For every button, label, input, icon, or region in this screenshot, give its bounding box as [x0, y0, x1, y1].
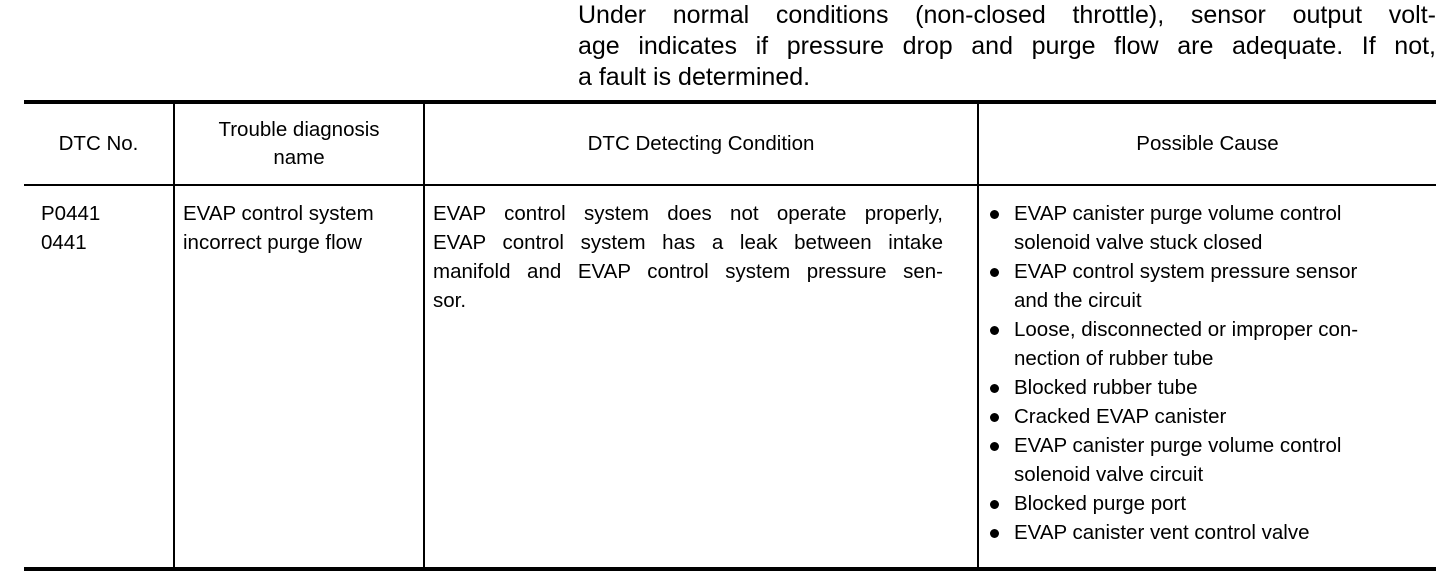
header-possible-cause: Possible Cause [978, 102, 1436, 185]
condition-line: manifold and EVAP control system pressure sen- [433, 260, 943, 283]
cause-line: solenoid valve circuit [1014, 463, 1204, 486]
table-header-row [24, 102, 1436, 185]
bullet-icon [990, 384, 999, 393]
condition-line: EVAP control system has a leak between intake [433, 231, 943, 254]
cause-list-item [989, 315, 1436, 373]
header-trouble-diagnosis-name [174, 102, 424, 185]
trouble-name-line: incorrect purge flow [183, 231, 362, 254]
bullet-icon [990, 529, 999, 538]
bullet-icon [990, 326, 999, 335]
cause-line: and the circuit [1014, 289, 1142, 312]
header-detecting-condition: DTC Detecting Condition [424, 102, 978, 185]
intro-line: a fault is determined. [578, 63, 811, 91]
cell-dtc-no [24, 185, 174, 569]
header-trouble-name-line: Trouble diagnosis [218, 118, 380, 141]
cause-list-item [989, 199, 1436, 257]
cause-list-item [989, 402, 1436, 431]
cause-line: Blocked purge port [1014, 492, 1187, 515]
table-row [24, 185, 1436, 569]
trouble-name-line: EVAP control system [183, 202, 374, 225]
bullet-icon [990, 442, 999, 451]
condition-line: EVAP control system does not operate properly, [433, 202, 943, 225]
cause-line: nection of rubber tube [1014, 347, 1214, 370]
intro-paragraph [578, 0, 1436, 93]
intro-line: age indicates if pressure drop and purge flow are adequate. If not, [578, 32, 1436, 60]
cause-list-item [989, 373, 1436, 402]
dtc-code: 0441 [41, 231, 87, 254]
cause-line: solenoid valve stuck closed [1014, 231, 1263, 254]
bullet-icon [990, 500, 999, 509]
cause-line: EVAP canister vent control valve [1014, 521, 1310, 544]
cell-detecting-condition [424, 185, 978, 569]
intro-line: Under normal conditions (non-closed throttle), sensor output volt- [578, 1, 1436, 29]
dtc-code: P0441 [41, 202, 101, 225]
bullet-icon [990, 413, 999, 422]
cell-possible-cause [978, 185, 1436, 569]
bullet-icon [990, 210, 999, 219]
header-dtc-no: DTC No. [24, 102, 174, 185]
cause-line: EVAP canister purge volume control [1014, 202, 1342, 225]
header-trouble-name-line: name [273, 146, 325, 169]
cause-line: EVAP canister purge volume control [1014, 434, 1342, 457]
condition-line: sor. [433, 289, 467, 312]
cause-list-item [989, 431, 1436, 489]
cause-line: Cracked EVAP canister [1014, 405, 1227, 428]
cell-trouble-name [174, 185, 424, 569]
bullet-icon [990, 268, 999, 277]
cause-list-item [989, 489, 1436, 518]
cause-line: EVAP control system pressure sensor [1014, 260, 1358, 283]
cause-list-item [989, 257, 1436, 315]
cause-line: Loose, disconnected or improper con- [1014, 318, 1359, 341]
cause-list-item [989, 518, 1436, 547]
cause-line: Blocked rubber tube [1014, 376, 1198, 399]
dtc-table [24, 100, 1436, 571]
